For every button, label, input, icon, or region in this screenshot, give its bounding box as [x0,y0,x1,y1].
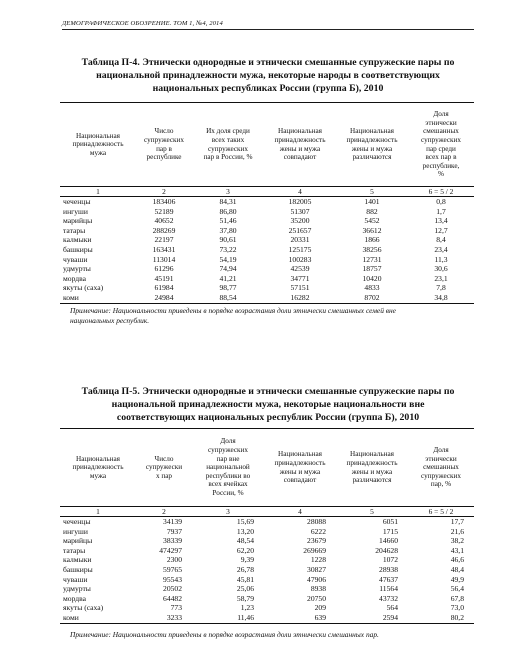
column-number: 5 [336,187,408,197]
value-cell: 24984 [136,293,192,303]
nationality-cell: ингуши [63,206,88,216]
header-line: % [438,170,444,179]
value-cell: 11,46 [192,613,264,623]
header-line: пар в России, % [203,153,253,162]
nationality-cell: чеченцы [63,197,91,206]
column-number: 2 [136,187,192,197]
value-cell: 773 [170,603,182,613]
table1-column-header [408,103,474,187]
nationality-cell: башкиры [63,244,93,254]
nationality-cell: башкиры [63,564,93,574]
nationality-cell: коми [60,293,136,303]
value-cell: 42539 [290,264,310,274]
value-cell: 25,06 [236,584,254,594]
table1-column-header [192,103,264,187]
value-cell: 26,78 [236,564,254,574]
table1-column-header [264,103,336,187]
value-cell: 209 [314,603,326,613]
header-line: всех пар в [425,153,457,162]
column-number: 3 [192,507,264,517]
header-line: принадлежность [346,458,398,467]
table-row [60,546,474,556]
header-line: Доля [433,446,449,455]
table-row [60,584,474,594]
header-line: всех таких [211,135,245,144]
value-cell: 23679 [307,536,326,546]
nationality-cell: якуты (саха) [63,283,104,293]
table-row [60,527,474,537]
value-cell: 34771 [290,273,310,283]
value-cell: 8938 [310,584,326,594]
table1-title-line: национальной принадлежности мужа, некоторые народы в соответствующих [96,70,440,81]
value-cell: 35200 [290,216,310,226]
value-cell: 20750 [307,593,326,603]
value-cell: 11,3 [434,254,448,264]
table-row [60,594,474,604]
value-cell: 57151 [290,283,310,293]
table1-column-numbers-row [60,187,474,197]
value-cell: 2300 [166,555,182,565]
value-cell: 40652 [154,216,174,226]
table2-body [60,517,474,624]
value-cell: 38339 [163,536,182,546]
column-number: 5 [336,507,408,517]
nationality-cell: чеченцы [63,517,91,526]
table-row [60,264,474,274]
value-cell: 54,19 [219,254,237,264]
header-line: смешанных [423,463,459,472]
value-cell: 12,7 [434,225,448,235]
table2-column-header [60,429,136,507]
column-number: 4 [264,507,336,517]
value-cell: 46,6 [450,555,464,565]
table2-note-line: Примечание: Национальности приведены в порядке возрастания доли этнически смешанных пар. [70,630,379,639]
value-cell: 73,22 [219,244,237,254]
header-line: супружеских [208,144,248,153]
value-cell: 51,46 [219,216,237,226]
value-cell: 17,7 [450,517,464,526]
header-line: супружеских [144,135,184,144]
header-line: республики во [205,471,251,480]
header-line: пар в [156,144,172,153]
value-cell: 1866 [364,235,380,245]
header-line: жены и мужа [351,144,393,153]
value-cell: 52189 [154,206,174,216]
header-line: Национальная [350,450,394,459]
table2-column-numbers-row [60,507,474,517]
table2-column-header [408,429,474,507]
value-cell: 20502 [163,584,182,594]
value-cell: 4833 [364,283,380,293]
value-cell: 474297 [159,545,182,555]
value-cell: 18757 [362,264,382,274]
nationality-cell: ингуши [63,526,88,536]
value-cell: 14660 [379,536,398,546]
value-cell: 10420 [362,273,382,283]
header-line: Число [154,127,174,136]
header-line: жены и мужа [279,467,321,476]
value-cell: 30827 [307,564,326,574]
value-cell: 38256 [362,244,382,254]
header-line: Национальная [76,131,120,140]
value-cell: 47906 [307,574,326,584]
value-cell: 30,6 [434,264,448,274]
table1-note [70,306,470,325]
value-cell: 59765 [163,564,182,574]
value-cell: 8,4 [436,235,446,245]
value-cell: 43,1 [450,545,464,555]
header-line: смешанных [423,127,459,136]
value-cell: 6222 [310,526,326,536]
table-row [60,603,474,613]
header-line: Доля [220,437,236,446]
table-row [60,197,474,207]
column-number: 6 = 5 / 2 [408,187,474,197]
value-cell: 288269 [152,225,176,235]
table2-column-header [336,429,408,507]
value-cell: 182005 [288,197,312,206]
table2-title [58,385,478,424]
table1-column-header [60,103,136,187]
header-line: принадлежность [274,135,326,144]
table-row [60,283,474,293]
header-line: мужа [89,471,107,480]
value-cell: 67,8 [450,593,464,603]
header-line: жены и мужа [351,467,393,476]
value-cell: 34,8 [408,293,474,303]
value-cell: 125175 [288,244,312,254]
value-cell: 16282 [264,293,336,303]
header-line: принадлежность [274,458,326,467]
header-line: х пар [155,471,173,480]
column-number: 2 [136,507,192,517]
header-line: республике, [422,161,460,170]
value-cell: 564 [386,603,398,613]
value-cell: 7937 [166,526,182,536]
value-cell: 38,2 [450,536,464,546]
nationality-cell: калмыки [63,235,92,245]
value-cell: 15,69 [236,517,254,526]
value-cell: 8702 [336,293,408,303]
table-row [60,565,474,575]
nationality-cell: марийцы [63,536,93,546]
table1-note-line: Примечание: Национальности приведены в порядке возрастания доли этнически смешанных семей вне [70,306,396,315]
table1-header-row [60,103,474,187]
column-number: 4 [264,187,336,197]
value-cell: 20331 [290,235,310,245]
value-cell: 64482 [163,593,182,603]
nationality-cell: мордва [63,593,87,603]
table1-column-header [336,103,408,187]
table1-column-header [136,103,192,187]
header-line: Национальная [278,127,322,136]
value-cell: 1,23 [240,603,254,613]
table2-column-header [264,429,336,507]
table2-header-row [60,429,474,507]
value-cell: 163431 [152,244,176,254]
value-cell: 95543 [163,574,182,584]
value-cell: 41,21 [219,273,237,283]
header-line: супружеских [421,471,461,480]
header-line: Национальная [278,450,322,459]
value-cell: 74,94 [219,264,237,274]
value-cell: 12731 [362,254,382,264]
value-cell: 36612 [362,225,382,235]
header-line: Число [154,454,174,463]
value-cell: 61984 [154,283,174,293]
value-cell: 56,4 [450,584,464,594]
value-cell: 183406 [152,197,176,206]
table2-title-line: Таблица П-5. Этнически однородные и этнически смешанные супружеские пары по [81,386,455,397]
value-cell: 0,8 [436,197,446,206]
nationality-cell: коми [60,613,136,623]
header-line: мужа [89,148,107,157]
header-line: принадлежность [346,135,398,144]
value-cell: 5452 [364,216,380,226]
value-cell: 43732 [379,593,398,603]
header-line: супружеских [421,135,461,144]
header-line: пар среди [426,144,456,153]
value-cell: 100283 [288,254,312,264]
header-line: пар вне [216,454,240,463]
value-cell: 49,9 [450,574,464,584]
header-line: принадлежность [72,140,124,149]
value-cell: 58,79 [236,593,254,603]
value-cell: 84,31 [219,197,237,206]
value-cell: 21,6 [450,526,464,536]
table-row [60,575,474,585]
value-cell: 48,4 [450,564,464,574]
nationality-cell: удмурты [63,264,91,274]
value-cell: 86,80 [219,206,237,216]
table2-column-header [192,429,264,507]
nationality-cell: татары [63,225,86,235]
nationality-cell: чуваши [63,254,88,264]
value-cell: 1072 [382,555,398,565]
value-cell: 28938 [379,564,398,574]
nationality-cell: удмурты [63,584,91,594]
value-cell: 882 [366,206,378,216]
header-line: Их доля среди [206,127,250,136]
value-cell: 13,20 [236,526,254,536]
header-line: совпадают [283,476,317,485]
value-cell: 90,61 [219,235,237,245]
column-number: 3 [192,187,264,197]
table-row [60,613,474,623]
header-line: этнически [425,454,457,463]
value-cell: 7,8 [436,283,446,293]
header-line: принадлежность [72,463,124,472]
header-line: супружески [145,463,183,472]
value-cell: 23,1 [434,273,448,283]
nationality-cell: мордва [63,273,87,283]
column-number: 6 = 5 / 2 [408,507,474,517]
header-line: различаются [352,476,392,485]
value-cell: 28088 [307,517,326,526]
table-row [60,226,474,236]
value-cell: 11564 [379,584,398,594]
nationality-cell: татары [63,545,86,555]
value-cell: 45191 [154,273,174,283]
header-line: пар, % [430,480,452,489]
value-cell: 48,54 [236,536,254,546]
value-cell: 1715 [382,526,398,536]
value-cell: 37,80 [219,225,237,235]
table-row [60,536,474,546]
header-line: различаются [352,153,392,162]
table2-title-line: соответствующих национальных республик России (группа Б), 2010 [116,412,420,423]
value-cell: 13,4 [434,216,448,226]
value-cell: 62,20 [236,545,254,555]
header-line: России, % [212,488,244,497]
header-line: совпадают [283,153,317,162]
table2-note [70,630,470,640]
table2-column-header [136,429,192,507]
table-row [60,274,474,284]
table-row [60,207,474,217]
header-line: всех ячейках [208,480,248,489]
table-row [60,216,474,226]
table1-note-line: национальных республик. [70,315,150,325]
header-line: Доля [433,110,449,119]
table1-title-line: национальных республиках России (группа Б), 2010 [152,83,384,94]
nationality-cell: чуваши [63,574,88,584]
header-line: жены и мужа [279,144,321,153]
value-cell: 6051 [382,517,398,526]
table-row [60,293,474,303]
value-cell: 73,0 [450,603,464,613]
table-row [60,255,474,265]
value-cell: 88,54 [192,293,264,303]
nationality-cell: якуты (саха) [63,603,104,613]
header-line: национальной [206,463,250,472]
table2 [60,428,474,624]
value-cell: 61296 [154,264,174,274]
value-cell: 113014 [152,254,176,264]
nationality-cell: калмыки [63,555,92,565]
value-cell: 639 [264,613,336,623]
value-cell: 1228 [310,555,326,565]
header-line: этнически [425,118,457,127]
table1-title [58,56,478,95]
table-row [60,245,474,255]
table1-body [60,197,474,304]
nationality-cell: марийцы [63,216,93,226]
value-cell: 98,77 [219,283,237,293]
table-row [60,235,474,245]
value-cell: 45,81 [236,574,254,584]
value-cell: 1401 [364,197,380,206]
running-header: ДЕМОГРАФИЧЕСКОЕ ОБОЗРЕНИЕ. ТОМ 1, №4, 2014 [62,20,474,30]
table1-title-line: Таблица П-4. Этнически однородные и этнически смешанные супружеские пары по [81,57,455,68]
table-row [60,517,474,527]
table1 [60,102,474,304]
column-number: 1 [60,187,136,197]
value-cell: 269669 [303,545,326,555]
value-cell: 3233 [136,613,192,623]
table2-title-line: национальной принадлежности мужа, некоторые национальности вне [111,399,425,410]
header-line: Национальная [76,454,120,463]
header-line: Национальная [350,127,394,136]
value-cell: 251657 [288,225,312,235]
table-row [60,555,474,565]
value-cell: 80,2 [408,613,474,623]
value-cell: 47637 [379,574,398,584]
value-cell: 23,4 [434,244,448,254]
header-line: супружеских [208,446,248,455]
value-cell: 22197 [154,235,174,245]
value-cell: 34139 [163,517,182,526]
column-number: 1 [60,507,136,517]
value-cell: 51307 [290,206,310,216]
value-cell: 1,7 [436,206,446,216]
header-line: республике [146,153,182,162]
value-cell: 204628 [375,545,398,555]
value-cell: 2594 [336,613,408,623]
value-cell: 9,39 [240,555,254,565]
